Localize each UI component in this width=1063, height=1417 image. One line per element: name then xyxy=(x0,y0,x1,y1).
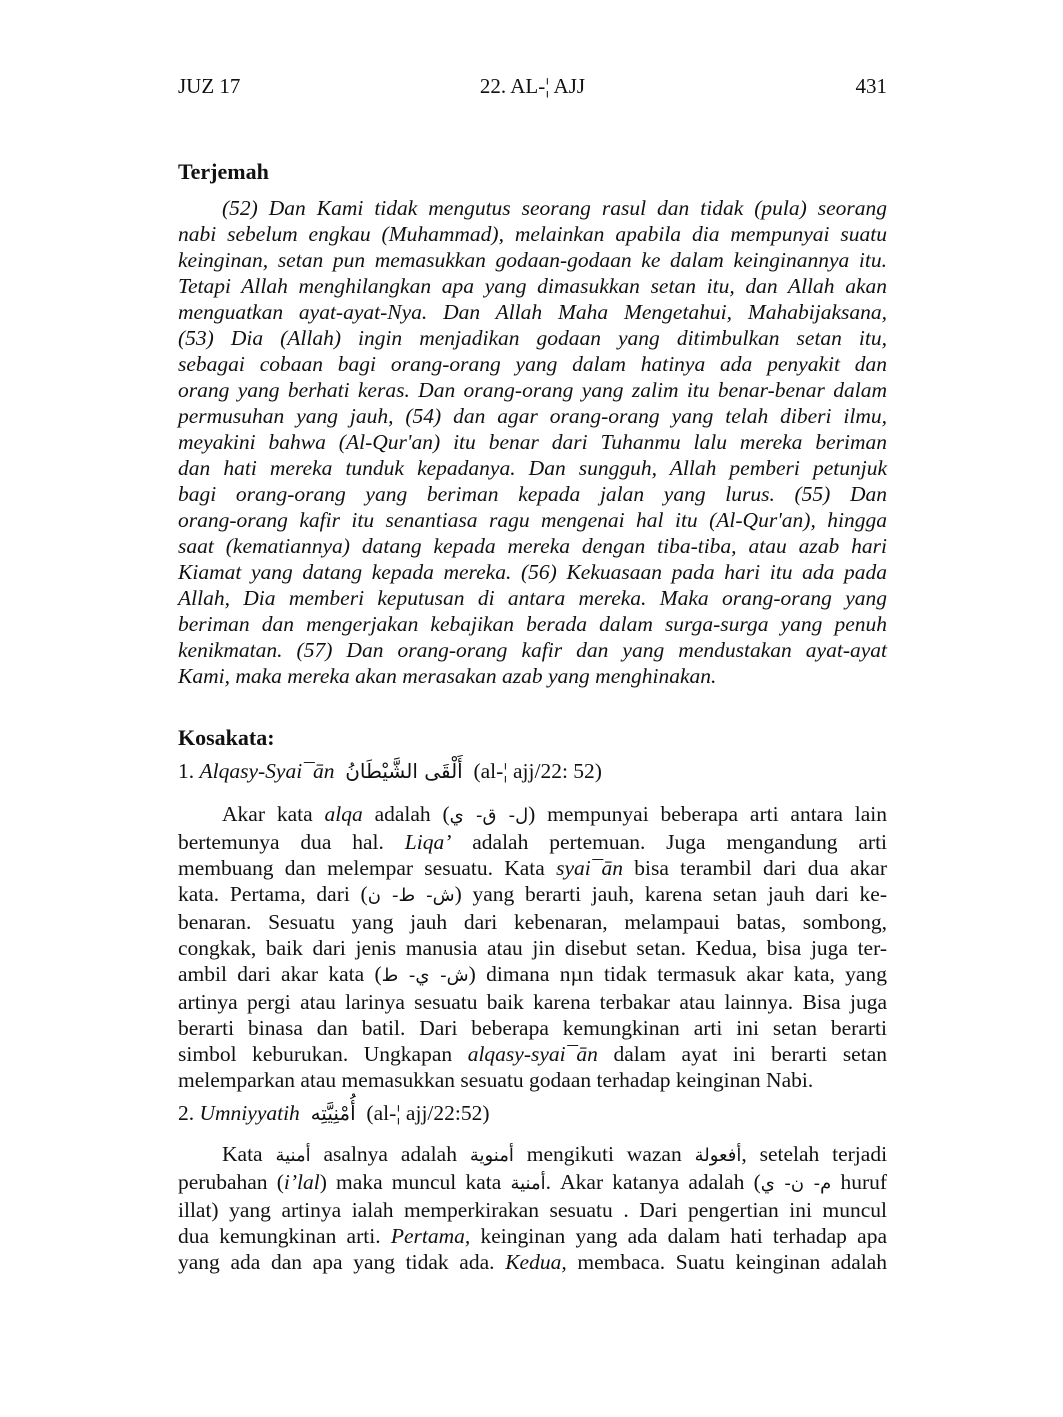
page-number: 431 xyxy=(855,74,887,98)
text-line: simbol keburukan. Ungkapan alqasy-syai¯ān dalam ayat ini berarti setan xyxy=(178,1042,887,1066)
translation-line: Tetapi Allah menghilangkan apa yang dimasukkan setan itu, dan Allah akan xyxy=(178,274,887,298)
text-line: dua kemungkinan arti. Pertama, keinginan yang ada dalam hati terhadap apa xyxy=(178,1224,888,1248)
kosakata-entry-2-paragraph xyxy=(178,1141,887,1275)
translation-line: keinginan, setan pun memasukkan godaan-godaan ke dalam keinginannya itu. xyxy=(178,248,887,272)
entry-reference: (al-¦ ajj/22:52) xyxy=(366,1101,490,1125)
entry-arabic: أُمْنِيَّتِه xyxy=(310,1101,356,1125)
translation-line: (53) Dia (Allah) ingin menjadikan godaan yang ditimbulkan setan itu, xyxy=(178,326,887,350)
translation-line: Kiamat yang datang kepada mereka. (56) Kekuasaan pada hari itu ada pada xyxy=(178,560,887,584)
kosakata-heading: Kosakata: xyxy=(178,725,275,750)
header-juz: JUZ 17 xyxy=(178,74,241,98)
translation-line: Kami, maka mereka akan merasakan azab yang menghinakan. xyxy=(178,664,717,688)
text-line: kata. Pertama, dari (ش- ط- ن) yang berarti jauh, karena setan jauh dari ke- xyxy=(178,882,887,906)
translation-line: (52) Dan Kami tidak mengutus seorang rasul dan tidak (pula) seorang xyxy=(222,196,887,220)
text-line: artinya pergi atau larinya sesuatu baik karena terbakar atau lainnya. Bisa juga xyxy=(178,990,887,1014)
text-line: Kata أمنية asalnya adalah أمنوية mengikuti wazan أفعولة, setelah terjadi xyxy=(222,1142,888,1166)
kosakata-entry-1-title xyxy=(178,759,602,784)
entry-number: 1. xyxy=(178,759,195,783)
entry-term: Alqasy-Syai¯ān xyxy=(199,759,335,783)
kosakata-entry-1-paragraph xyxy=(178,801,887,1093)
translation-line: beriman dan mengerjakan kebajikan berada dalam surga-surga yang penuh xyxy=(178,612,887,636)
translation-line: bagi orang-orang yang beriman kepada jalan yang lurus. (55) Dan xyxy=(178,482,887,506)
translation-line: sebagai cobaan bagi orang-orang yang dalam hatinya ada penyakit dan xyxy=(178,352,887,376)
header-surah: 22. AL-¦ AJJ xyxy=(479,74,586,98)
translation-line: saat (kematiannya) datang kepada mereka dengan tiba-tiba, atau azab hari xyxy=(178,534,887,558)
translation-line: menguatkan ayat-ayat-Nya. Dan Allah Maha Mengetahui, Mahabijaksana, xyxy=(178,300,887,324)
text-line: membuang dan melempar sesuatu. Kata syai¯ān bisa terambil dari dua akar xyxy=(178,856,887,880)
kosakata-entry-2-title xyxy=(178,1101,490,1126)
translation-line: nabi sebelum engkau (Muhammad), melainkan apabila dia mempunyai suatu xyxy=(178,222,887,246)
entry-number: 2. xyxy=(178,1101,195,1125)
entry-arabic: أَلْقَى الشَّيْطَانُ xyxy=(345,759,463,783)
text-line: berarti binasa dan batil. Dari beberapa kemungkinan arti ini setan berarti xyxy=(178,1016,887,1040)
text-line: yang ada dan apa yang tidak ada. Kedua, membaca. Suatu keinginan adalah xyxy=(178,1250,888,1274)
text-line: illat) yang artinya ialah memperkirakan sesuatu . Dari pengertian ini muncul xyxy=(178,1198,887,1222)
translation-line: permusuhan yang jauh, (54) dan agar orang-orang yang telah diberi ilmu, xyxy=(178,404,887,428)
translation-line: orang yang berhati keras. Dan orang-orang yang zalim itu benar-benar dalam xyxy=(178,378,887,402)
translation-line: orang-orang kafir itu senantiasa ragu mengenai hal itu (Al-Qur'an), hingga xyxy=(178,508,887,532)
translation-line: meyakini bahwa (Al-Qur'an) itu benar dari Tuhanmu lalu mereka beriman xyxy=(178,430,887,454)
translation-line: kenikmatan. (57) Dan orang-orang kafir dan yang mendustakan ayat-ayat xyxy=(178,638,887,662)
translation-line: Allah, Dia memberi keputusan di antara mereka. Maka orang-orang yang xyxy=(178,586,887,610)
translation-line: dan hati mereka tunduk kepadanya. Dan sungguh, Allah pemberi petunjuk xyxy=(178,456,887,480)
terjemah-heading: Terjemah xyxy=(178,159,269,184)
terjemah-paragraph xyxy=(178,195,887,689)
text-line: benaran. Sesuatu yang jauh dari kebenaran, melampaui batas, sombong, xyxy=(178,910,887,934)
text-line: melemparkan atau memasukkan sesuatu godaan terhadap keinginan Nabi. xyxy=(178,1068,814,1092)
text-line: Akar kata alqa adalah (ل- ق- ي) mempunyai beberapa arti antara lain xyxy=(222,802,888,826)
text-line: bertemunya dua hal. Liqa’ adalah pertemuan. Juga mengandung arti xyxy=(178,830,888,854)
text-line: ambil dari akar kata (ش- ي- ط) dimana nµn tidak termasuk akar kata, yang xyxy=(178,962,887,986)
entry-term: Umniyyatih xyxy=(199,1101,300,1125)
text-line: perubahan (i’lal) maka muncul kata أمنية. Akar katanya adalah (م- ن- ي huruf xyxy=(178,1170,888,1194)
text-line: congkak, baik dari jenis manusia atau jin disebut setan. Kedua, bisa juga ter- xyxy=(178,936,887,960)
entry-reference: (al-¦ ajj/22: 52) xyxy=(473,759,602,783)
